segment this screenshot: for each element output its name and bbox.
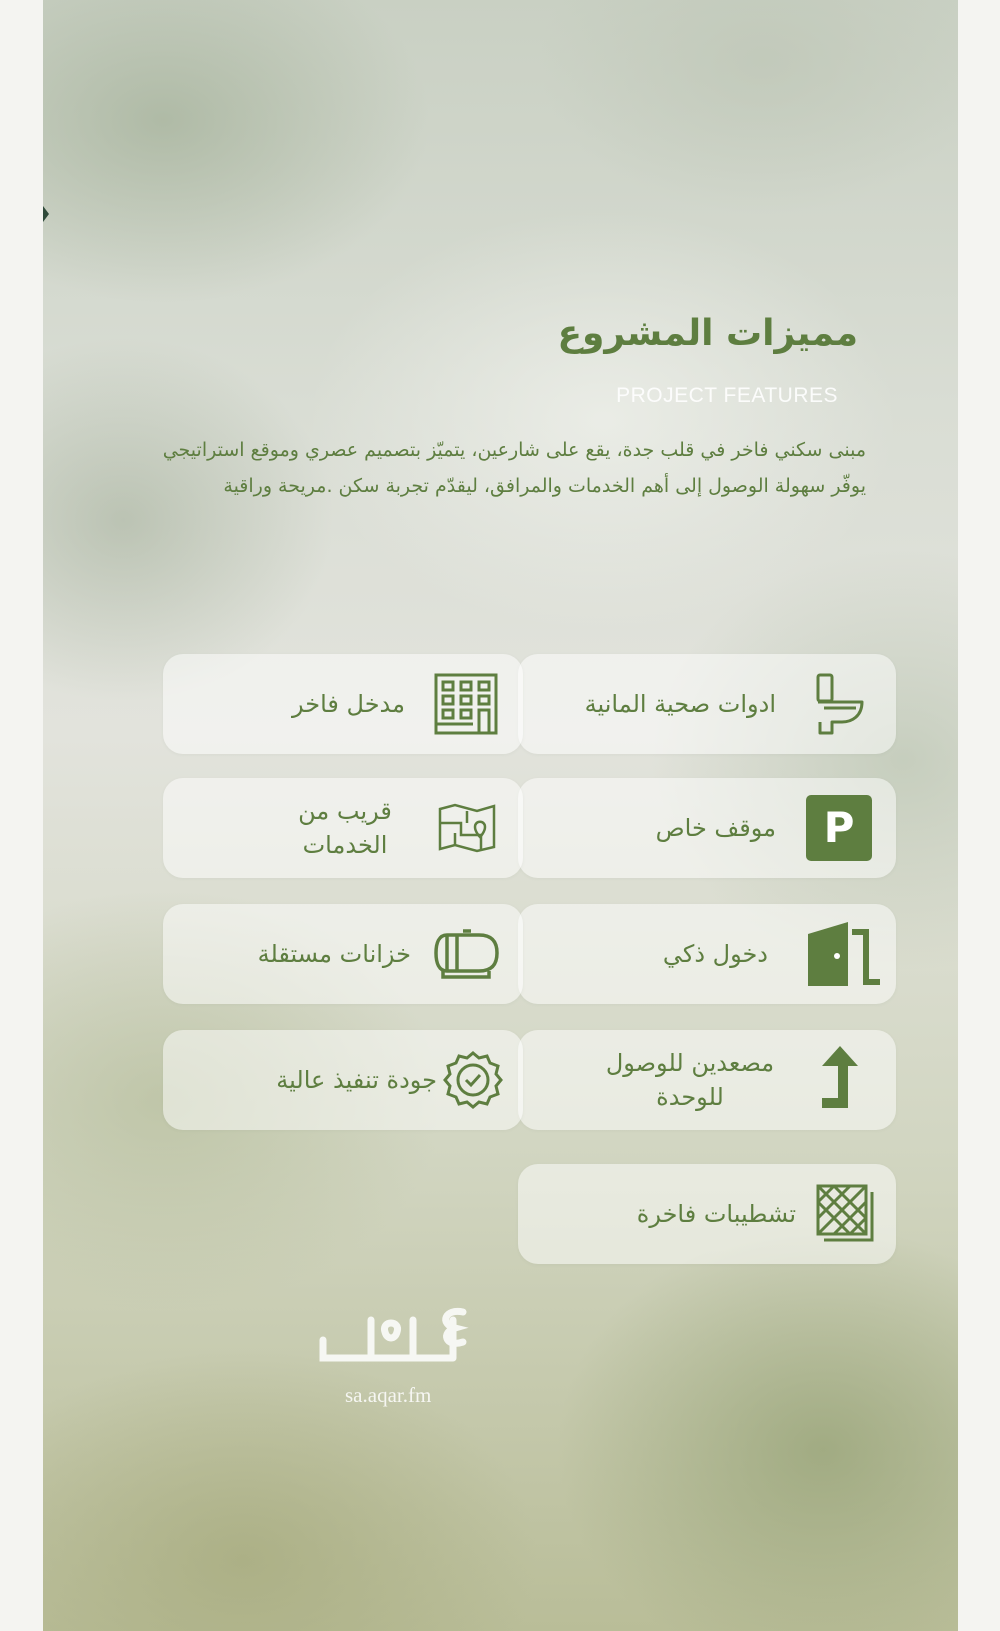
feature-label: دخول ذكي — [662, 940, 768, 968]
edge-marker — [43, 206, 49, 222]
feature-card-services — [163, 778, 523, 878]
project-description: مبنى سكني فاخر في قلب جدة، يقع على شارعين، يتميّز بتصميم عصري وموقع استراتيجي يوفّر سهولة الوصول إلى أهم الخدمات والمرافق، ليقدّم تجربة سكن .مريحة وراقية — [162, 439, 866, 497]
feature-label: خزانات مستقلة — [257, 940, 411, 968]
building-icon — [433, 672, 499, 736]
feature-card-quality — [163, 1030, 523, 1130]
quality-badge-icon — [443, 1050, 503, 1110]
water-tank-icon — [433, 929, 499, 979]
feature-card-finishes — [518, 1164, 896, 1264]
feature-card-tanks — [163, 904, 523, 1004]
parking-icon — [806, 795, 872, 861]
svg-text:P: P — [823, 803, 855, 852]
feature-label: تشطيبات فاخرة — [636, 1200, 796, 1228]
toilet-icon — [812, 672, 868, 736]
page-title: مميزات المشروع — [557, 313, 858, 354]
feature-label: مصعدين للوصول للوحدة — [605, 1049, 775, 1111]
feature-label: قريب من الخدمات — [298, 797, 392, 859]
feature-card-sanitary — [518, 654, 896, 754]
feature-card-parking — [518, 778, 896, 878]
tiles-icon — [814, 1182, 876, 1246]
feature-card-smart-entry — [518, 904, 896, 1004]
feature-label: مدخل فاخر — [292, 690, 405, 718]
page-subtitle: PROJECT FEATURES — [616, 384, 838, 407]
smart-door-icon — [802, 920, 884, 988]
elevator-arrow-icon — [818, 1044, 862, 1116]
features-poster — [43, 0, 958, 1631]
feature-card-entrance — [163, 654, 523, 754]
map-icon — [437, 803, 497, 853]
feature-label: جودة تنفيذ عالية — [276, 1066, 437, 1094]
watermark-url: sa.aqar.fm — [345, 1383, 432, 1407]
feature-card-elevators — [518, 1030, 896, 1130]
feature-label: ادوات صحية المانية — [584, 690, 776, 718]
feature-label: موقف خاص — [655, 814, 776, 842]
